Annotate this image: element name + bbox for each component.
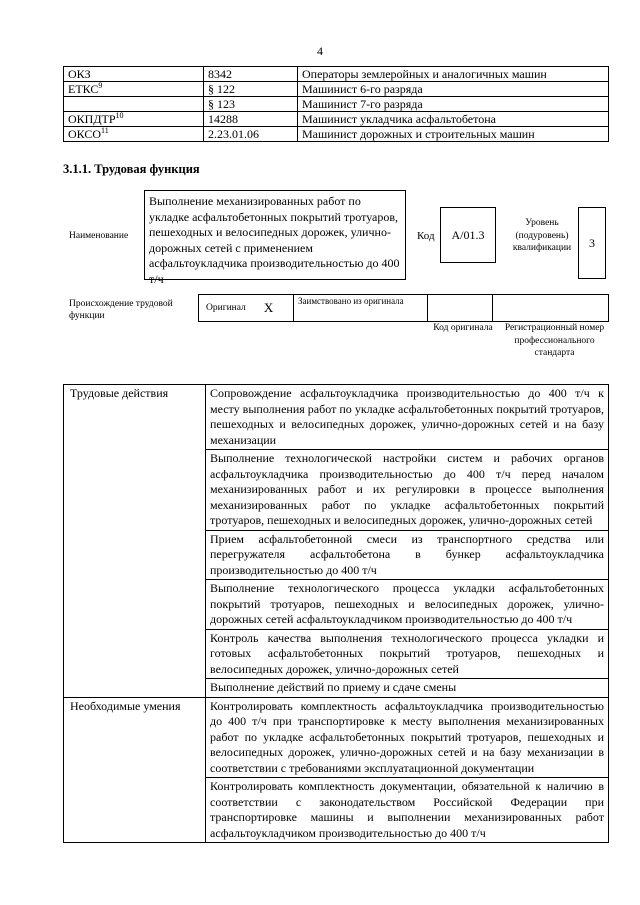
- borrowed-label: Заимствовано из оригинала: [294, 295, 428, 321]
- classifier-description: Машинист 6-го разряда: [298, 82, 609, 97]
- original-x-mark: X: [263, 300, 274, 315]
- classifier-code: 8342: [204, 67, 298, 82]
- classifier-name-cell: [64, 97, 204, 112]
- function-code: [440, 207, 496, 263]
- classifier-description: Операторы землеройных и аналогичных машин: [298, 67, 609, 82]
- registration-number-caption: Регистрационный номер профессионального стандарта: [504, 323, 605, 358]
- labor-action: Прием асфальтобетонной смеси из транспортного средства или перегружателя асфальтобетона в бункер асфальтоукладчика производительностью до 400 т/ч: [206, 530, 609, 580]
- labor-actions-label: Трудовые действия: [64, 385, 206, 698]
- classifier-name-cell: [64, 82, 204, 97]
- classifier-description: Машинист 7-го разряда: [298, 97, 609, 112]
- qualification-level-value: 3: [589, 235, 595, 250]
- classifier-code: 14288: [204, 112, 298, 127]
- qualification-level: [578, 207, 606, 279]
- footnote-ref: 10: [115, 111, 124, 120]
- required-skill: Контролировать комплектность асфальтоукладчика производительностью до 400 т/ч при транспортировке к месту выполнения механизированных работ по укладке асфальтобетонных покрытий тротуаров, пешеходных и велосипедных дорожек, улично-дорожных сетей и на базу механизации в соответствии с требованиями эксплуатационной документации: [206, 697, 609, 778]
- codes-row: [64, 97, 609, 112]
- classifier-name-cell: [64, 127, 204, 142]
- classifier-code: § 122: [204, 82, 298, 97]
- classifier-name: ЕТКС: [68, 82, 99, 96]
- section-title: 3.1.1. Трудовая функция: [63, 162, 200, 176]
- classifier-name-cell: [64, 112, 204, 127]
- labor-action: Сопровождение асфальтоукладчика производительностью до 400 т/ч к месту выполнения работ по укладке асфальтобетонных покрытий тротуаров, пешеходных и велосипедных дорожек, улично-дорожных сетей и на базу механизации: [206, 385, 609, 450]
- codes-row: [64, 112, 609, 127]
- origin-code-caption: Код оригинала: [433, 323, 493, 333]
- registration-number-cell: [493, 295, 608, 321]
- origin-row: [198, 294, 609, 322]
- codes-row: [64, 82, 609, 97]
- tasks-table: [63, 384, 609, 843]
- tasks-row: [64, 385, 609, 450]
- labor-action: Выполнение технологического процесса укладки асфальтобетонных покрытий тротуаров, пешеходных и велосипедных дорожек, улично-дорожных сетей асфальтоукладчиком производительностью до 400 т/ч: [206, 580, 609, 630]
- footnote-ref: 11: [101, 126, 109, 135]
- origin-label: Происхождение трудовой функции: [69, 299, 173, 321]
- labor-action: Выполнение технологической настройки систем и рабочих органов асфальтоукладчика производительностью до 400 т/ч перед началом механизированных работ и их регулировки в процессе выполнения механизированных работ по укладке асфальтобетонных покрытий тротуаров, пешеходных и велосипедных дорожек, улично-дорожных сетей: [206, 450, 609, 531]
- name-label: Наименование: [69, 231, 129, 241]
- code-label: Код: [417, 230, 435, 242]
- classifier-description: Машинист укладчика асфальтобетона: [298, 112, 609, 127]
- tasks-row: [64, 697, 609, 778]
- required-skills-label: Необходимые умения: [64, 697, 206, 843]
- classifier-name: ОКПДТР: [68, 112, 116, 126]
- footnote-ref: 9: [98, 81, 103, 90]
- origin-original-cell: [199, 295, 294, 321]
- classifier-name: ОКСО: [68, 127, 102, 141]
- codes-table: [63, 66, 609, 142]
- function-code-value: А/01.3: [451, 227, 485, 242]
- origin-code-cell: [428, 295, 493, 321]
- original-label: Оригинал: [206, 303, 246, 313]
- classifier-name: ОКЗ: [68, 67, 91, 81]
- page-number: 4: [317, 44, 323, 58]
- qualification-level-label: Уровень (подуровень) квалификации: [512, 218, 572, 253]
- classifier-name-cell: [64, 67, 204, 82]
- required-skill: Контролировать комплектность документации, обязательной к наличию в соответствии с законодательством Российской Федерации при транспортировке машины и выполнении механизированных работ асфальтоукладчиком производительностью до 400 т/ч: [206, 778, 609, 843]
- classifier-code: § 123: [204, 97, 298, 112]
- classifier-code: 2.23.01.06: [204, 127, 298, 142]
- classifier-description: Машинист дорожных и строительных машин: [298, 127, 609, 142]
- labor-action: Выполнение действий по приему и сдаче смены: [206, 679, 609, 698]
- labor-action: Контроль качества выполнения технологического процесса укладки и готовых асфальтобетонных покрытий тротуаров, пешеходных и велосипедных дорожек, улично-дорожных сетей: [206, 629, 609, 679]
- function-name: Выполнение механизированных работ по укладке асфальтобетонных покрытий тротуаров, пешеходных и велосипедных дорожек, улично-дорожных сетей с применением асфальтоукладчика производительностью до 400 т/ч: [144, 190, 406, 280]
- codes-row: [64, 127, 609, 142]
- codes-row: [64, 67, 609, 82]
